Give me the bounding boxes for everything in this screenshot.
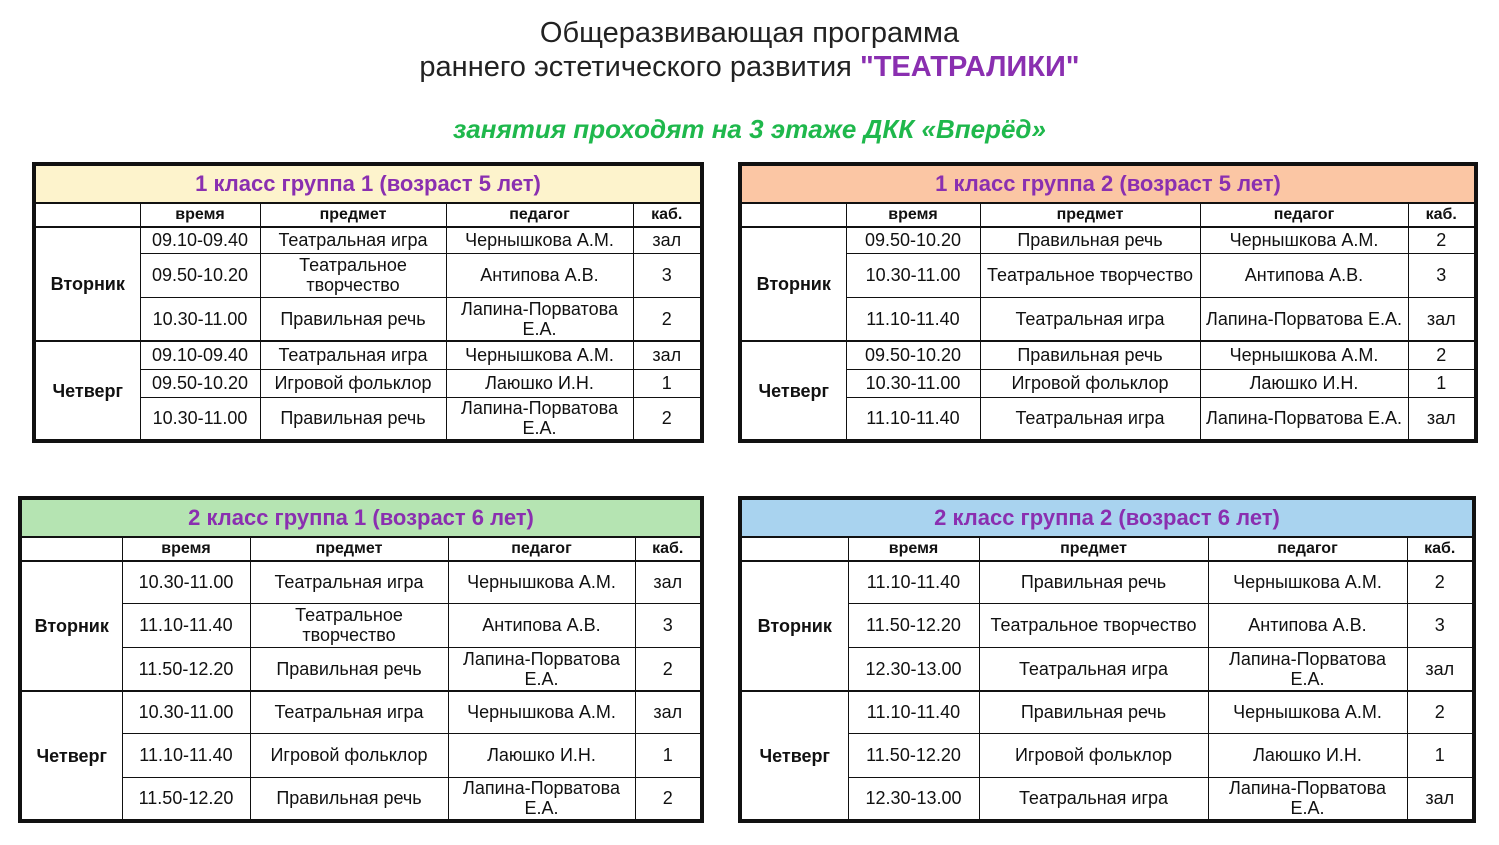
table-caption: 2 класс группа 1 (возраст 6 лет) (20, 498, 702, 537)
table-row (34, 341, 702, 369)
column-header-time: время (122, 537, 250, 561)
column-header-day (740, 203, 846, 227)
cell-room: 2 (635, 647, 702, 691)
cell-room: зал (1408, 397, 1476, 441)
cell-subject: Правильная речь (260, 397, 446, 441)
cell-subject: Театральная игра (980, 297, 1200, 341)
cell-subject: Правильная речь (980, 227, 1200, 253)
cell-time: 10.30-11.00 (846, 253, 980, 297)
table-row (740, 647, 1474, 691)
cell-room: 3 (1407, 603, 1474, 647)
cell-time: 09.50-10.20 (140, 369, 260, 397)
cell-room: 3 (633, 253, 702, 297)
cell-time: 09.50-10.20 (846, 227, 980, 253)
table-row (20, 647, 702, 691)
schedule-table-class2-group1 (18, 496, 704, 823)
schedule-table-class1-group1 (32, 162, 704, 443)
program-name: "ТЕАТРАЛИКИ" (859, 51, 1080, 83)
cell-room: зал (633, 341, 702, 369)
schedule-table-class2-group2 (738, 496, 1476, 823)
table-row (20, 561, 702, 603)
table-caption: 1 класс группа 1 (возраст 5 лет) (34, 164, 702, 203)
cell-subject: Правильная речь (980, 341, 1200, 369)
cell-teacher: Лапина-Порватова Е.А. (1208, 777, 1407, 821)
column-header-subject: предмет (250, 537, 448, 561)
column-header-subject: предмет (980, 203, 1200, 227)
cell-teacher: Лапина-Порватова Е.А. (1208, 647, 1407, 691)
column-header-subject: предмет (260, 203, 446, 227)
cell-subject: Игровой фольклор (260, 369, 446, 397)
page-title-line-2 (0, 50, 1499, 84)
cell-subject: Игровой фольклор (979, 733, 1208, 777)
cell-teacher: Чернышкова А.М. (1208, 561, 1407, 603)
table-row (740, 297, 1476, 341)
table-row (740, 733, 1474, 777)
column-header-teacher: педагог (446, 203, 633, 227)
column-header-teacher: педагог (1208, 537, 1407, 561)
cell-subject: Театральная игра (260, 341, 446, 369)
cell-teacher: Лапина-Порватова Е.А. (446, 397, 633, 441)
cell-room: 3 (635, 603, 702, 647)
day-label: Вторник (740, 227, 846, 341)
day-label: Вторник (20, 561, 122, 691)
cell-teacher: Чернышкова А.М. (1208, 691, 1407, 733)
cell-teacher: Чернышкова А.М. (448, 691, 635, 733)
cell-subject: Правильная речь (979, 561, 1208, 603)
cell-time: 11.10-11.40 (122, 733, 250, 777)
cell-room: 1 (1408, 369, 1476, 397)
cell-subject: Театральная игра (260, 227, 446, 253)
table-row (20, 603, 702, 647)
day-label: Четверг (740, 691, 848, 821)
cell-teacher: Лапина-Порватова Е.А. (1200, 397, 1408, 441)
column-header-room: каб. (1408, 203, 1476, 227)
cell-subject: Правильная речь (250, 777, 448, 821)
cell-subject: Театральное творчество (979, 603, 1208, 647)
cell-subject: Театральная игра (250, 561, 448, 603)
cell-teacher: Лапина-Порватова Е.А. (448, 777, 635, 821)
column-header-room: каб. (635, 537, 702, 561)
table-row (740, 691, 1474, 733)
cell-room: 1 (1407, 733, 1474, 777)
column-header-teacher: педагог (1200, 203, 1408, 227)
cell-subject: Театральное творчество (250, 603, 448, 647)
cell-teacher: Чернышкова А.М. (1200, 227, 1408, 253)
cell-subject: Театральная игра (979, 777, 1208, 821)
day-label: Четверг (20, 691, 122, 821)
table-row (740, 561, 1474, 603)
cell-time: 09.10-09.40 (140, 227, 260, 253)
cell-room: 2 (1407, 561, 1474, 603)
table-caption: 1 класс группа 2 (возраст 5 лет) (740, 164, 1476, 203)
cell-room: 2 (633, 397, 702, 441)
cell-subject: Театральное творчество (980, 253, 1200, 297)
cell-room: зал (1407, 647, 1474, 691)
table-row (740, 253, 1476, 297)
cell-time: 09.50-10.20 (140, 253, 260, 297)
table-row (20, 691, 702, 733)
title-prefix: раннего эстетического развития (419, 51, 860, 83)
cell-time: 11.10-11.40 (846, 297, 980, 341)
cell-subject: Театральная игра (250, 691, 448, 733)
page-title-line-1: Общеразвивающая программа (539, 17, 960, 49)
table-row (20, 777, 702, 821)
cell-subject: Театральное творчество (260, 253, 446, 297)
cell-teacher: Лапина-Порватова Е.А. (446, 297, 633, 341)
cell-time: 09.50-10.20 (846, 341, 980, 369)
day-label: Вторник (34, 227, 140, 341)
column-header-day (740, 537, 848, 561)
column-header-time: время (846, 203, 980, 227)
cell-teacher: Лаюшко И.Н. (448, 733, 635, 777)
cell-time: 11.50-12.20 (122, 777, 250, 821)
table-row (740, 369, 1476, 397)
column-header-day (34, 203, 140, 227)
cell-time: 11.50-12.20 (122, 647, 250, 691)
cell-subject: Игровой фольклор (250, 733, 448, 777)
location-subtitle: занятия проходят на 3 этаже ДКК «Вперёд» (453, 114, 1046, 144)
column-header-time: время (848, 537, 979, 561)
cell-teacher: Чернышкова А.М. (448, 561, 635, 603)
column-header-teacher: педагог (448, 537, 635, 561)
table-row (34, 227, 702, 253)
cell-teacher: Лаюшко И.Н. (1200, 369, 1408, 397)
cell-time: 10.30-11.00 (846, 369, 980, 397)
table-row (740, 341, 1476, 369)
cell-room: 2 (635, 777, 702, 821)
cell-teacher: Лаюшко И.Н. (1208, 733, 1407, 777)
cell-subject: Театральная игра (980, 397, 1200, 441)
table-row (740, 603, 1474, 647)
schedule-table-class1-group2 (738, 162, 1478, 443)
cell-room: зал (633, 227, 702, 253)
cell-room: 2 (633, 297, 702, 341)
table-caption: 2 класс группа 2 (возраст 6 лет) (740, 498, 1474, 537)
table-row (740, 397, 1476, 441)
cell-time: 10.30-11.00 (140, 397, 260, 441)
cell-time: 12.30-13.00 (848, 777, 979, 821)
table-row (740, 777, 1474, 821)
cell-room: 3 (1408, 253, 1476, 297)
cell-teacher: Чернышкова А.М. (446, 341, 633, 369)
table-row (20, 733, 702, 777)
cell-time: 11.10-11.40 (848, 691, 979, 733)
day-label: Четверг (34, 341, 140, 441)
table-row (740, 227, 1476, 253)
cell-time: 10.30-11.00 (140, 297, 260, 341)
cell-time: 12.30-13.00 (848, 647, 979, 691)
cell-teacher: Лапина-Порватова Е.А. (448, 647, 635, 691)
cell-time: 10.30-11.00 (122, 691, 250, 733)
cell-room: зал (1407, 777, 1474, 821)
cell-teacher: Лапина-Порватова Е.А. (1200, 297, 1408, 341)
day-label: Четверг (740, 341, 846, 441)
cell-room: зал (635, 561, 702, 603)
column-header-room: каб. (1407, 537, 1474, 561)
cell-time: 10.30-11.00 (122, 561, 250, 603)
cell-subject: Правильная речь (260, 297, 446, 341)
cell-time: 11.50-12.20 (848, 603, 979, 647)
cell-teacher: Чернышкова А.М. (1200, 341, 1408, 369)
cell-teacher: Чернышкова А.М. (446, 227, 633, 253)
cell-room: 2 (1408, 227, 1476, 253)
column-header-room: каб. (633, 203, 702, 227)
cell-room: 2 (1408, 341, 1476, 369)
cell-subject: Правильная речь (979, 691, 1208, 733)
cell-subject: Игровой фольклор (980, 369, 1200, 397)
cell-room: 1 (633, 369, 702, 397)
cell-time: 11.10-11.40 (846, 397, 980, 441)
cell-time: 09.10-09.40 (140, 341, 260, 369)
cell-teacher: Антипова А.В. (446, 253, 633, 297)
day-label: Вторник (740, 561, 848, 691)
cell-teacher: Антипова А.В. (448, 603, 635, 647)
cell-teacher: Антипова А.В. (1200, 253, 1408, 297)
cell-room: 1 (635, 733, 702, 777)
cell-room: зал (1408, 297, 1476, 341)
column-header-time: время (140, 203, 260, 227)
cell-subject: Театральная игра (979, 647, 1208, 691)
column-header-subject: предмет (979, 537, 1208, 561)
cell-room: зал (635, 691, 702, 733)
cell-teacher: Лаюшко И.Н. (446, 369, 633, 397)
cell-time: 11.50-12.20 (848, 733, 979, 777)
column-header-day (20, 537, 122, 561)
cell-teacher: Антипова А.В. (1208, 603, 1407, 647)
cell-room: 2 (1407, 691, 1474, 733)
cell-time: 11.10-11.40 (122, 603, 250, 647)
cell-subject: Правильная речь (250, 647, 448, 691)
cell-time: 11.10-11.40 (848, 561, 979, 603)
